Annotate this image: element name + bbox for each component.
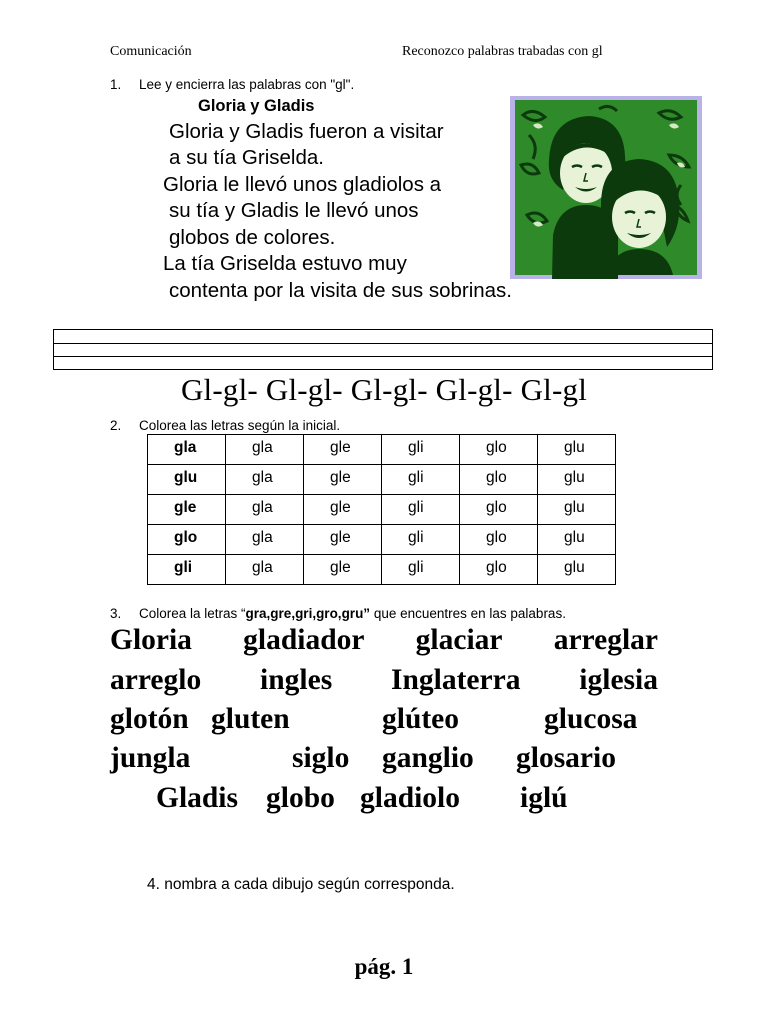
writing-line bbox=[54, 356, 712, 357]
syllable-cell[interactable]: gla bbox=[226, 495, 304, 525]
syllable-cell[interactable]: gla bbox=[226, 435, 304, 465]
word[interactable]: iglú bbox=[520, 782, 568, 814]
word[interactable]: iglesia bbox=[579, 664, 658, 696]
syllable-cell[interactable]: gli bbox=[382, 495, 460, 525]
row-head: gle bbox=[148, 495, 226, 525]
activity3-instruction-post: que encuentres en las palabras. bbox=[370, 606, 566, 621]
word-row bbox=[110, 703, 658, 743]
syllable-cell[interactable]: gli bbox=[382, 465, 460, 495]
table-row bbox=[148, 435, 616, 465]
syllable-cell[interactable]: gle bbox=[304, 435, 382, 465]
syllable-cell[interactable]: glo bbox=[460, 465, 538, 495]
row-head: glu bbox=[148, 465, 226, 495]
syllable-cell[interactable]: glu bbox=[538, 495, 616, 525]
activity4-instruction: 4. nombra a cada dibujo según corresponda. bbox=[147, 876, 455, 893]
word[interactable]: jungla bbox=[110, 742, 191, 774]
word-row bbox=[110, 664, 658, 697]
activity1-instruction: Lee y encierra las palabras con "gl". bbox=[139, 77, 355, 92]
syllable-cell[interactable]: gli bbox=[382, 555, 460, 585]
word[interactable]: globo bbox=[266, 782, 335, 814]
word[interactable]: siglo bbox=[292, 742, 350, 774]
word[interactable]: gluten bbox=[211, 703, 290, 735]
syllable-cell[interactable]: glo bbox=[460, 435, 538, 465]
word[interactable]: arreglar bbox=[553, 624, 658, 656]
activity1-number: 1. bbox=[110, 77, 122, 92]
syllable-cell[interactable]: gle bbox=[304, 495, 382, 525]
word[interactable]: glúteo bbox=[382, 703, 460, 735]
syllable-table bbox=[147, 434, 616, 585]
writing-line bbox=[54, 343, 712, 344]
syllable-cell[interactable]: glo bbox=[460, 495, 538, 525]
two-girls-illustration-icon bbox=[509, 95, 703, 280]
activity2-number: 2. bbox=[110, 418, 122, 433]
word[interactable]: Inglaterra bbox=[391, 664, 521, 696]
syllable-cell[interactable]: gla bbox=[226, 555, 304, 585]
story-line: a su tía Griselda. bbox=[169, 146, 324, 169]
story-line: globos de colores. bbox=[169, 226, 336, 249]
syllable-cell[interactable]: gle bbox=[304, 465, 382, 495]
activity3-instruction bbox=[139, 606, 566, 621]
word[interactable]: Gladis bbox=[156, 782, 238, 814]
table-row bbox=[148, 555, 616, 585]
word[interactable]: glucosa bbox=[544, 703, 638, 735]
word[interactable]: arreglo bbox=[110, 664, 202, 696]
header-subject: Comunicación bbox=[110, 44, 192, 59]
header-topic: Reconozco palabras trabadas con gl bbox=[402, 44, 603, 59]
story-title: Gloria y Gladis bbox=[198, 97, 315, 115]
word[interactable]: glaciar bbox=[415, 624, 503, 656]
syllable-cell[interactable]: gle bbox=[304, 555, 382, 585]
table-row bbox=[148, 495, 616, 525]
word[interactable]: glosario bbox=[516, 742, 616, 774]
activity3-instruction-bold: gra,gre,gri,gro,gru” bbox=[245, 606, 371, 621]
activity3-number: 3. bbox=[110, 606, 122, 621]
syllable-cell[interactable]: glu bbox=[538, 435, 616, 465]
story-line: contenta por la visita de sus sobrinas. bbox=[169, 279, 512, 302]
story-line: La tía Griselda estuvo muy bbox=[163, 252, 407, 275]
row-head: glo bbox=[148, 525, 226, 555]
word[interactable]: glotón bbox=[110, 703, 189, 735]
word[interactable]: ingles bbox=[260, 664, 333, 696]
syllable-cell[interactable]: glu bbox=[538, 465, 616, 495]
syllable-cell[interactable]: glu bbox=[538, 525, 616, 555]
word[interactable]: Gloria bbox=[110, 624, 192, 656]
activity3-instruction-pre: Colorea la letras “ bbox=[139, 606, 246, 621]
syllable-cell[interactable]: glo bbox=[460, 525, 538, 555]
word-row bbox=[110, 624, 658, 657]
row-head: gli bbox=[148, 555, 226, 585]
handwriting-pattern: Gl-gl- Gl-gl- Gl-gl- Gl-gl- Gl-gl bbox=[180, 372, 588, 407]
syllable-cell[interactable]: glu bbox=[538, 555, 616, 585]
page-number: pág. 1 bbox=[354, 954, 414, 979]
word-row bbox=[110, 742, 658, 782]
table-row bbox=[148, 465, 616, 495]
writing-lines bbox=[53, 329, 713, 370]
word[interactable]: gladiador bbox=[243, 624, 365, 656]
story-line: su tía y Gladis le llevó unos bbox=[169, 199, 419, 222]
word[interactable]: gladiolo bbox=[360, 782, 460, 814]
activity2-instruction: Colorea las letras según la inicial. bbox=[139, 418, 341, 433]
syllable-cell[interactable]: gli bbox=[382, 435, 460, 465]
story-line: Gloria le llevó unos gladiolos a bbox=[163, 173, 442, 196]
syllable-cell[interactable]: gla bbox=[226, 525, 304, 555]
table-row bbox=[148, 525, 616, 555]
syllable-cell[interactable]: gli bbox=[382, 525, 460, 555]
syllable-cell[interactable]: gla bbox=[226, 465, 304, 495]
story-line: Gloria y Gladis fueron a visitar bbox=[169, 120, 444, 143]
word-row bbox=[110, 782, 658, 822]
syllable-cell[interactable]: gle bbox=[304, 525, 382, 555]
syllable-cell[interactable]: glo bbox=[460, 555, 538, 585]
row-head: gla bbox=[148, 435, 226, 465]
word[interactable]: ganglio bbox=[382, 742, 474, 774]
